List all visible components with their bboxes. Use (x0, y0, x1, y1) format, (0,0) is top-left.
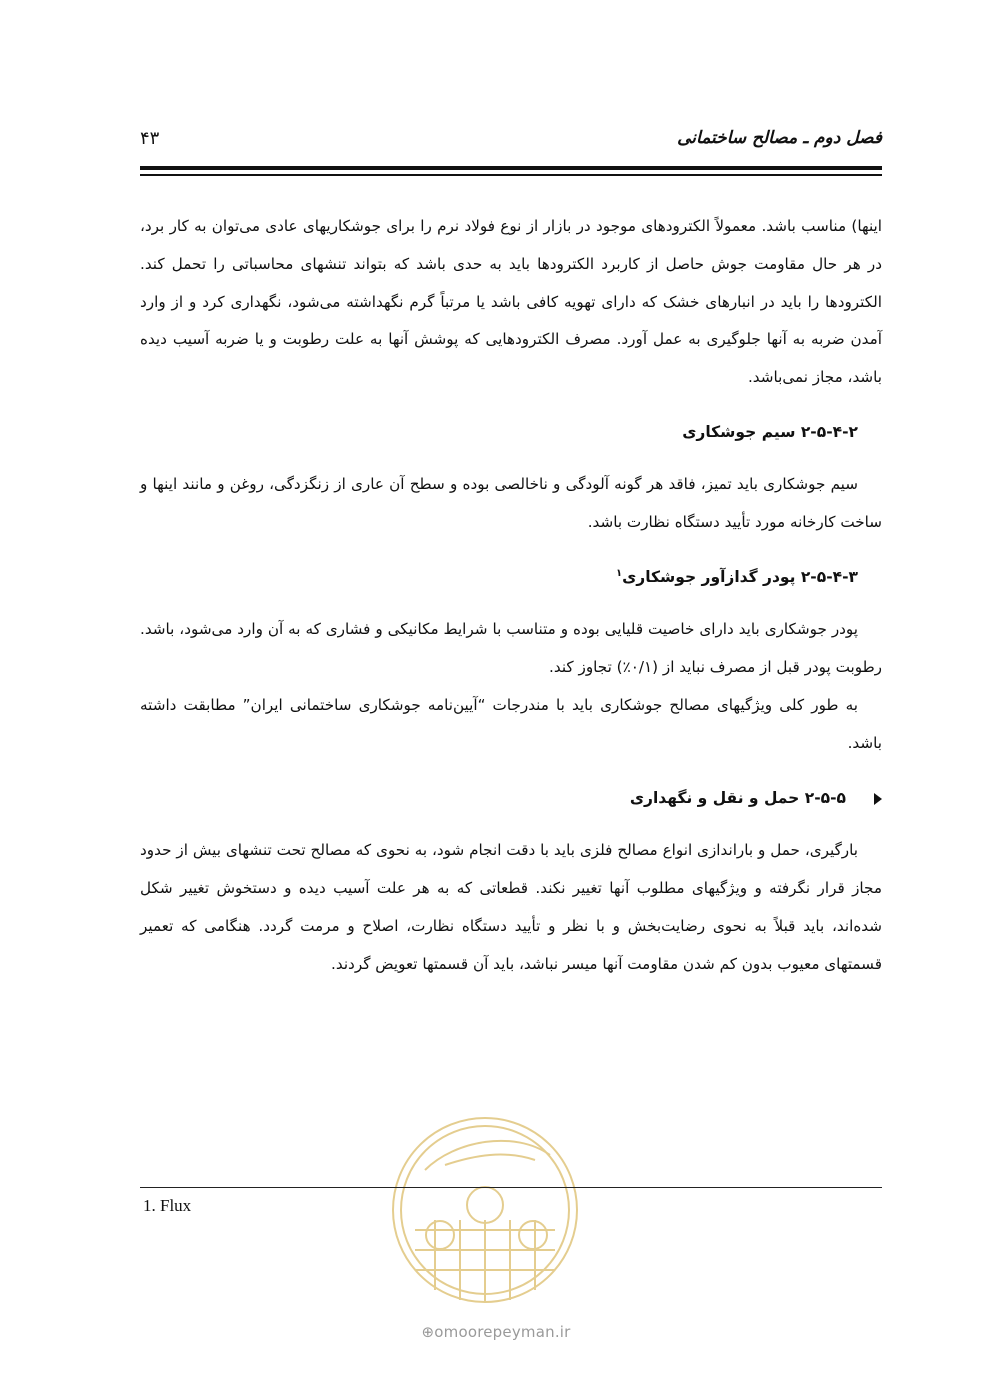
bullet-triangle-icon (874, 793, 882, 805)
chapter-title: فصل دوم ـ مصالح ساختمانی (677, 128, 882, 148)
body-text (140, 208, 882, 983)
watermark-logo (385, 1110, 585, 1310)
header-rule-thick (140, 166, 882, 170)
footnote-rule (140, 1187, 882, 1188)
heading-welding-wire: ۲-۵-۴-۲ سیم جوشکاری (682, 422, 858, 441)
watermark-url-text: omoorepeyman.ir (434, 1323, 571, 1341)
paragraph-welding-flux: پودر جوشکاری باید دارای خاصیت قلیایی بوده و متناسب با شرایط مکانیکی و فشاری که به آن وارد می‌شود، باشد. رطوبت پودر قبل از مصرف نباید از (۰/۱٪) تجاوز کند. (140, 620, 882, 676)
paragraph-electrodes: اینها) مناسب باشد. معمولاً الکترودهای موجود در بازار از نوع فولاد نرم را برای جوشکاریهای عادی می‌توان به کار برد، در هر حال مقاومت جوش حاصل از کاربرد الکترودها باید به حدی باشد که بتواند تنشهای محاسباتی را تحمل کند. الکترودها را باید در انبارهای خشک که دارای تهویه کافی باشد یا مرتباً گرم نگهداشته می‌شود، نگهداری کرد و از وارد آمدن ضربه به آنها جلوگیری به عمل آورد. مصرف الکترودهایی که پوشش آنها به علت رطوبت و یا ضربه آسیب دیده باشد، مجاز نمی‌باشد. (140, 217, 882, 387)
footnote-mark: ۱ (615, 568, 623, 580)
paragraph-welding-wire: سیم جوشکاری باید تمیز، فاقد هر گونه آلودگی و ناخالصی بوده و سطح آن عاری از زنگزدگی، روغن و مانند اینها و ساخت کارخانه مورد تأیید دستگاه نظارت باشد. (140, 474, 882, 531)
header-rule-thin (140, 174, 882, 176)
heading-transport-storage (140, 780, 882, 818)
paragraph-welding-standards: به طور کلی ویژگیهای مصالح جوشکاری باید با مندرجات “آیین‌نامه جوشکاری ساختمانی ایران” مطابقت داشته باشد. (140, 695, 882, 752)
footnote-flux: 1. Flux (143, 1196, 192, 1215)
paragraph-transport-storage: بارگیری، حمل و باراندازی انواع مصالح فلزی باید با دقت انجام شود، به نحوی که مصالح تحت تنشهای بیش از حدود مجاز قرار نگرفته و ویژگیهای مطلوب آنها تغییر نکند. قطعاتی که به هر علت آسیب دیده و دستخوش تغییر شکل شده‌اند، باید قبلاً به نحوی رضایت‌بخش و با نظر و تأیید دستگاه نظارت، اصلاح و مرمت گردد. هنگامی که تعمیر قسمتهای معیوب بدون کم شدن مقاومت آنها میسر نباشد، باید آن قسمتها تعویض گردند. (140, 841, 882, 973)
heading-welding-flux-text: ۲-۵-۴-۳ پودر گدازآور جوشکاری (622, 568, 858, 587)
watermark-url (0, 1323, 992, 1341)
heading-transport-storage-text: ۲-۵-۵ حمل و نقل و نگهداری (629, 789, 846, 808)
heading-welding-flux (140, 559, 882, 597)
page-number: ۴۳ (140, 128, 160, 149)
globe-icon: ⊕ (421, 1323, 435, 1341)
page-header (140, 128, 882, 164)
